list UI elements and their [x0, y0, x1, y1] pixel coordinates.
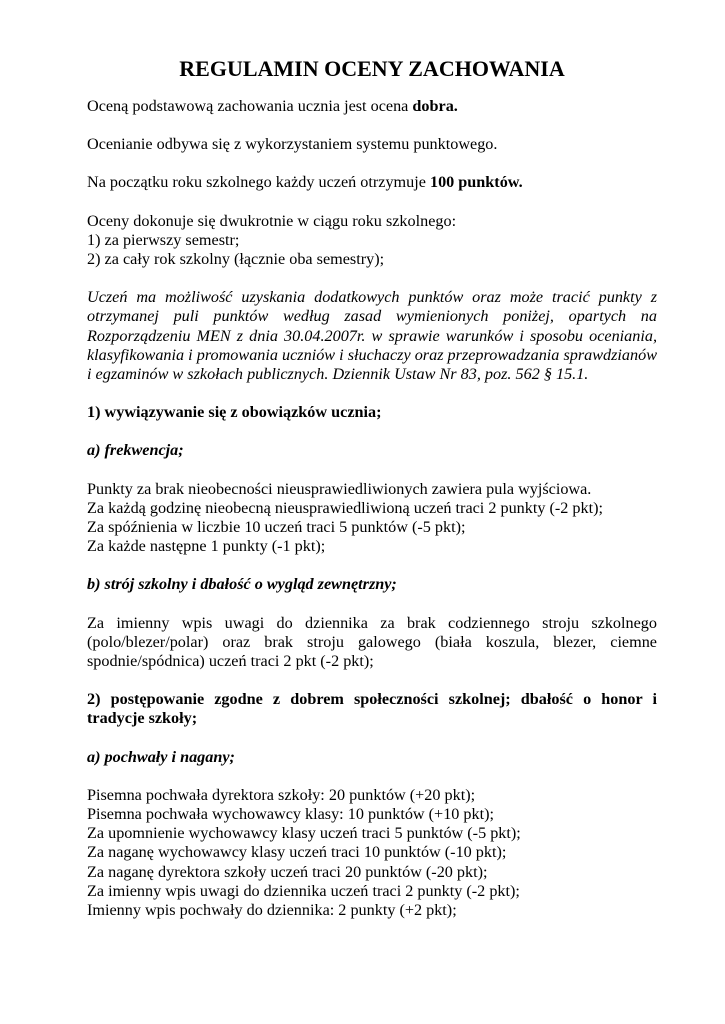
list-item: Punkty za brak nieobecności nieusprawiedliwionych zawiera pula wyjściowa. [87, 479, 592, 498]
paragraph-base-grade [87, 97, 657, 116]
list-item: Za naganę wychowawcy klasy uczeń traci 10 punktów (-10 pkt); [87, 843, 507, 862]
section-2a-heading: a) pochwały i nagany; [87, 747, 235, 766]
list-item: Za każde następne 1 punkty (-1 pkt); [87, 537, 326, 556]
starting-points-text: Na początku roku szkolnego każdy uczeń otrzymuje [87, 173, 430, 192]
paragraph-starting-points [87, 173, 657, 192]
paragraph-legal-basis: Uczeń ma możliwość uzyskania dodatkowych punktów oraz może tracić punkty z otrzymanej puli punktów według zasad wymienionych poniżej, opartych na Rozporządzeniu MEN z dnia 30.04.2007r. w sprawie warunków i sposobu oceniania, klasyfikowania i promowania uczniów i słuchaczy oraz przeprowadzania sprawdzianów i egzaminów w szkołach publicznych. Dziennik Ustaw Nr 83, poz. 562 § 15.1. [87, 288, 657, 384]
section-2-heading: 2) postępowanie zgodne z dobrem społeczności szkolnej; dbałość o honor i tradycje szkoły; [87, 690, 657, 728]
list-item: Pisemna pochwała dyrektora szkoły: 20 punktów (+20 pkt); [87, 785, 476, 804]
list-item: Za każdą godzinę nieobecną nieusprawiedliwioną uczeń traci 2 punkty (-2 pkt); [87, 498, 604, 517]
list-item: Imienny wpis pochwały do dziennika: 2 punkty (+2 pkt); [87, 901, 457, 920]
section-1b-text: Za imienny wpis uwagi do dziennika za brak codziennego stroju szkolnego (polo/blezer/polar) oraz brak stroju galowego (biała koszula, blezer, ciemne spodnie/spódnica) uczeń traci 2 pkt (-2 pkt); [87, 613, 657, 671]
section-1a-list [87, 480, 657, 557]
list-item: Za naganę dyrektora szkoły uczeń traci 20 punktów (-20 pkt); [87, 862, 488, 881]
list-item: Pisemna pochwała wychowawcy klasy: 10 punktów (+10 pkt); [87, 805, 494, 824]
base-grade-value: dobra. [412, 97, 458, 115]
assessment-item-1: 1) za pierwszy semestr; [87, 230, 240, 249]
assessment-item-2: 2) za cały rok szkolny (łącznie oba semestry); [87, 250, 385, 269]
section-1a-heading: a) frekwencja; [87, 441, 184, 460]
list-item: Za upomnienie wychowawcy klasy uczeń traci 5 punktów (-5 pkt); [87, 824, 521, 843]
document-title: REGULAMIN OCENY ZACHOWANIA [179, 56, 565, 81]
paragraph-assessment-periods [87, 212, 657, 270]
list-item: Za spóźnienia w liczbie 10 uczeń traci 5 punktów (-5 pkt); [87, 518, 466, 537]
list-item: Za imienny wpis uwagi do dziennika uczeń traci 2 punkty (-2 pkt); [87, 881, 520, 900]
section-2a-list [87, 786, 657, 920]
base-grade-text: Oceną podstawową zachowania ucznia jest ocena [87, 97, 413, 115]
section-1b-heading: b) strój szkolny i dbałość o wygląd zewnętrzny; [87, 575, 397, 594]
starting-points-value: 100 punktów. [429, 173, 523, 192]
section-1-heading: 1) wywiązywanie się z obowiązków ucznia; [87, 403, 382, 422]
paragraph-point-system: Ocenianie odbywa się z wykorzystaniem systemu punktowego. [87, 135, 498, 154]
assessment-intro: Oceny dokonuje się dwukrotnie w ciągu roku szkolnego: [87, 211, 457, 230]
